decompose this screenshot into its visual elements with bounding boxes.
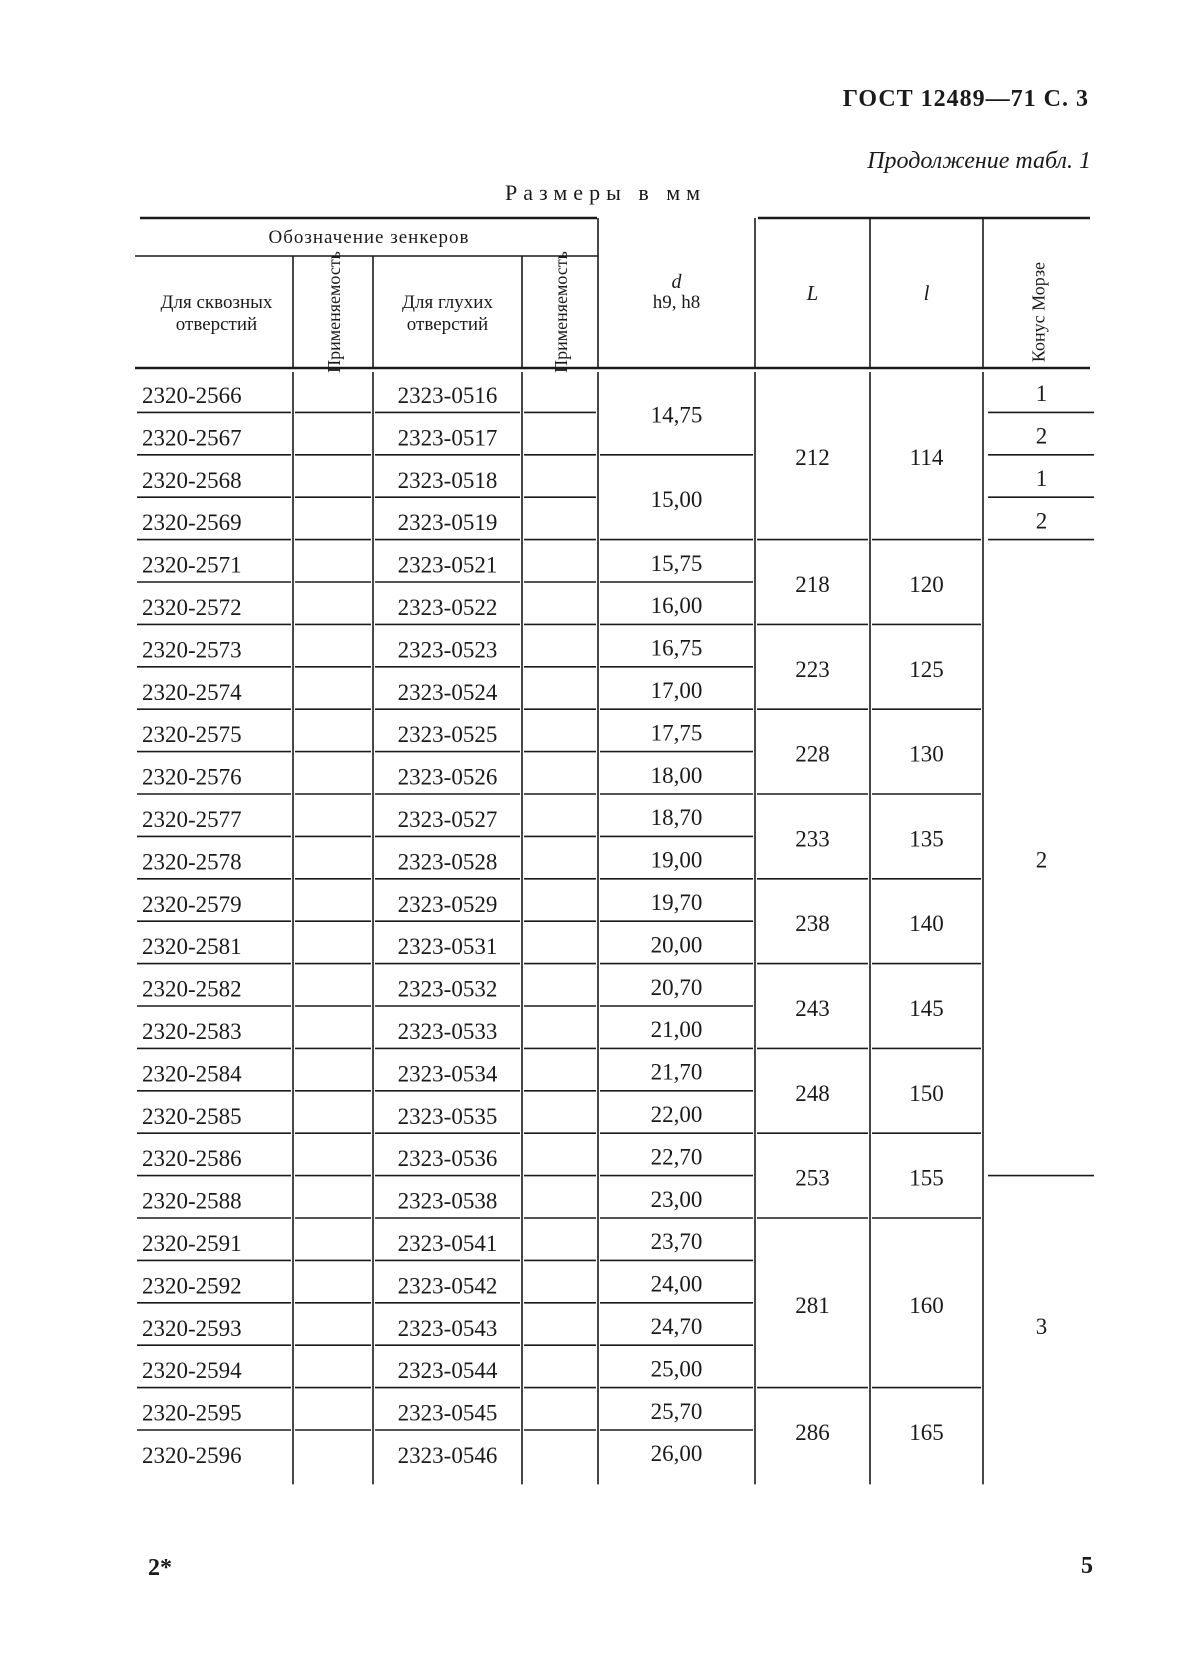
- col-d-symbol: d: [671, 271, 682, 293]
- col-l-label: l: [923, 281, 930, 305]
- col-blind-label: отверстий: [406, 314, 489, 335]
- length-l-value: 150: [909, 1080, 944, 1106]
- diameter-value: 17,75: [650, 720, 703, 746]
- length-l-value: 140: [909, 911, 944, 937]
- blind-code: 2323-0529: [397, 891, 498, 917]
- blind-code: 2323-0542: [397, 1273, 498, 1299]
- through-code: 2320-2573: [142, 637, 242, 663]
- through-code: 2320-2574: [142, 679, 242, 705]
- through-code: 2320-2583: [142, 1019, 242, 1044]
- blind-code: 2323-0534: [397, 1061, 498, 1087]
- diameter-value: 22,70: [650, 1144, 703, 1170]
- page-number: 5: [1081, 1553, 1093, 1579]
- blind-code: 2323-0528: [397, 849, 498, 875]
- morse-taper-value: 1: [1035, 381, 1048, 407]
- diameter-value: 23,70: [650, 1229, 703, 1255]
- through-code: 2320-2585: [142, 1103, 242, 1129]
- length-l-value: 114: [909, 444, 944, 470]
- through-code: 2320-2579: [142, 891, 242, 917]
- length-L-value: 286: [795, 1420, 830, 1445]
- through-code: 2320-2584: [142, 1061, 242, 1087]
- blind-code: 2323-0531: [397, 934, 498, 960]
- through-code: 2320-2571: [142, 552, 242, 578]
- through-code: 2320-2594: [142, 1358, 242, 1384]
- diameter-value: 17,00: [650, 678, 703, 703]
- length-L-value: 248: [795, 1080, 830, 1106]
- morse-taper-value: 2: [1035, 847, 1048, 873]
- morse-taper-value: 1: [1035, 466, 1048, 491]
- blind-code: 2323-0536: [397, 1146, 498, 1172]
- through-code: 2320-2566: [142, 383, 242, 408]
- diameter-value: 16,75: [650, 635, 703, 661]
- diameter-value: 20,70: [650, 974, 703, 1000]
- through-code: 2320-2586: [142, 1146, 242, 1172]
- group-header-label: Обозначение зенкеров: [268, 227, 470, 248]
- blind-code: 2323-0535: [397, 1103, 498, 1129]
- blind-code: 2323-0545: [397, 1400, 498, 1426]
- diameter-value: 19,00: [650, 847, 703, 873]
- blind-code: 2323-0519: [397, 510, 498, 536]
- through-code: 2320-2568: [142, 467, 242, 493]
- col-through-label: отверстий: [175, 314, 258, 335]
- diameter-value: 24,00: [650, 1271, 703, 1297]
- units-label: Размеры в мм: [505, 180, 707, 205]
- blind-code: 2323-0544: [397, 1358, 498, 1384]
- through-code: 2320-2577: [142, 807, 242, 832]
- blind-code: 2323-0546: [397, 1443, 498, 1468]
- diameter-value: 25,00: [650, 1356, 703, 1382]
- length-l-value: 145: [909, 996, 944, 1021]
- blind-code: 2323-0527: [397, 807, 498, 832]
- diameter-value: 15,00: [650, 487, 703, 513]
- length-L-value: 233: [795, 826, 830, 852]
- blind-code: 2323-0524: [397, 679, 498, 705]
- col-d-tolerance: h9, h8: [652, 292, 701, 313]
- diameter-value: 18,70: [650, 805, 703, 831]
- length-L-value: 243: [795, 996, 830, 1021]
- diameter-value: 21,70: [650, 1059, 703, 1085]
- through-code: 2320-2578: [142, 849, 242, 875]
- diameter-value: 18,00: [650, 762, 703, 788]
- col-L-label: L: [806, 281, 819, 305]
- length-l-value: 130: [909, 741, 944, 767]
- length-L-value: 238: [795, 911, 830, 937]
- length-l-value: 120: [909, 572, 944, 597]
- through-code: 2320-2593: [142, 1315, 242, 1341]
- through-code: 2320-2582: [142, 976, 242, 1002]
- diameter-value: 15,75: [650, 550, 703, 576]
- col-blind-label: Для глухих: [402, 292, 493, 313]
- through-code: 2320-2569: [142, 510, 242, 536]
- diameter-value: 24,70: [650, 1314, 703, 1339]
- through-code: 2320-2588: [142, 1188, 242, 1214]
- diameter-value: 23,00: [650, 1186, 703, 1212]
- col-applicability-label: Применяемость: [551, 251, 571, 373]
- blind-code: 2323-0516: [397, 383, 498, 408]
- blind-code: 2323-0538: [397, 1188, 498, 1214]
- length-L-value: 212: [795, 444, 830, 470]
- length-l-value: 135: [909, 826, 944, 852]
- through-code: 2320-2595: [142, 1400, 242, 1426]
- diameter-value: 25,70: [650, 1398, 703, 1424]
- through-code: 2320-2596: [142, 1443, 242, 1468]
- blind-code: 2323-0522: [397, 595, 498, 620]
- through-code: 2320-2575: [142, 722, 242, 748]
- length-L-value: 228: [795, 741, 830, 767]
- col-applicability-label: Применяемость: [324, 251, 344, 373]
- blind-code: 2323-0533: [397, 1019, 498, 1044]
- through-code: 2320-2572: [142, 595, 242, 620]
- diameter-value: 14,75: [650, 402, 703, 428]
- blind-code: 2323-0518: [397, 467, 498, 493]
- document-reference: ГОСТ 12489—71 С. 3: [842, 86, 1089, 112]
- sheet-mark: 2*: [148, 1555, 172, 1581]
- through-code: 2320-2581: [142, 934, 242, 960]
- length-l-value: 155: [909, 1165, 944, 1191]
- length-L-value: 281: [795, 1292, 830, 1318]
- blind-code: 2323-0517: [397, 425, 498, 451]
- length-L-value: 223: [795, 656, 830, 682]
- blind-code: 2323-0525: [397, 722, 498, 748]
- blind-code: 2323-0541: [397, 1231, 498, 1256]
- through-code: 2320-2591: [142, 1231, 242, 1256]
- table-continuation-label: Продолжение табл. 1: [867, 148, 1091, 174]
- morse-taper-value: 2: [1035, 423, 1048, 449]
- diameter-value: 20,00: [650, 932, 703, 958]
- diameter-value: 16,00: [650, 593, 703, 619]
- through-code: 2320-2567: [142, 425, 242, 451]
- blind-code: 2323-0543: [397, 1315, 498, 1341]
- diameter-value: 21,00: [650, 1017, 703, 1043]
- length-l-value: 125: [909, 656, 944, 682]
- length-L-value: 218: [795, 572, 830, 597]
- length-l-value: 165: [909, 1420, 944, 1445]
- through-code: 2320-2592: [142, 1273, 242, 1299]
- through-code: 2320-2576: [142, 764, 242, 790]
- col-through-label: Для сквозных: [160, 292, 273, 313]
- col-morse-label: Конус Морзе: [1028, 261, 1049, 363]
- diameter-value: 19,70: [650, 890, 703, 915]
- length-l-value: 160: [909, 1292, 944, 1318]
- morse-taper-value: 3: [1035, 1314, 1048, 1339]
- blind-code: 2323-0532: [397, 976, 498, 1002]
- blind-code: 2323-0521: [397, 552, 498, 578]
- blind-code: 2323-0526: [397, 764, 498, 790]
- morse-taper-value: 2: [1035, 508, 1048, 534]
- length-L-value: 253: [795, 1165, 830, 1191]
- diameter-value: 26,00: [650, 1441, 703, 1467]
- diameter-value: 22,00: [650, 1102, 703, 1127]
- blind-code: 2323-0523: [397, 637, 498, 663]
